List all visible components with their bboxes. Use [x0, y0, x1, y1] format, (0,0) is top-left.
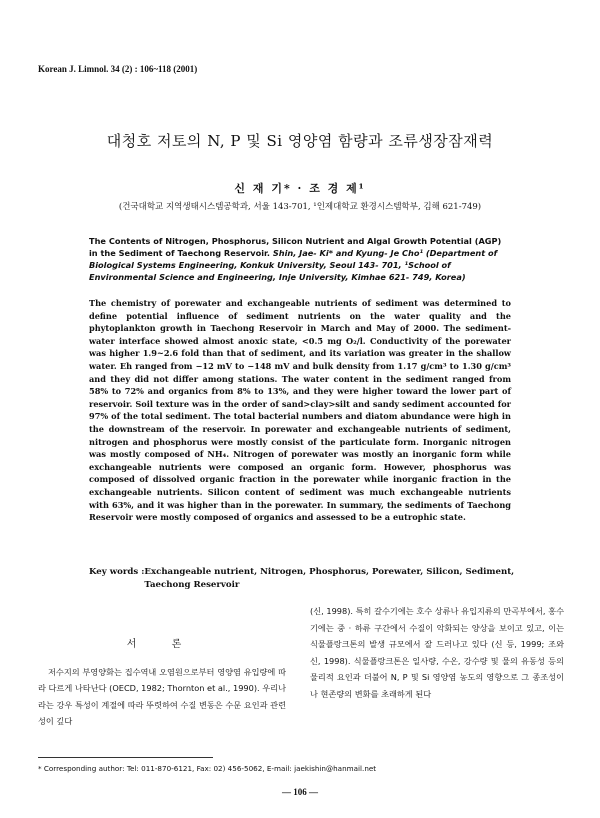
- abstract: [89, 297, 511, 524]
- keywords-label: Key words :: [89, 567, 145, 577]
- body-column-left: [38, 637, 286, 730]
- journal-citation: Korean J. Limnol. 34 (2) : 106~118 (2001): [38, 64, 198, 74]
- footnote: * Corresponding author: Tel: 011-870-6121, Fax: 02) 456-5062, E-mail: jaekishin@hanmail.net: [38, 764, 377, 773]
- page-title: 대청호 저토의 N, P 및 Si 영양염 함량과 조류생장잠재력: [106, 132, 494, 150]
- body-paragraph-right: (신, 1998). 특히 갈수기에는 호수 상류나 유입지류의 만곡부에서, 홍수기에는 중 · 하류 구간에서 수질이 악화되는 양상을 보이고 있고, 이는 식물플랑크톤의 발생 규모에서 잘 드러나고 있다 (신 등, 1999; 조와 신, 1998). 식물플랑크톤은 일사량, 수온, 강수량 및 물의 유동성 등의 물리적 요인과 더불어 N, P 및 Si 영양염 농도의 영향으로 그 종조성이나 현존량의 변화를 초래하게 된다: [310, 606, 564, 699]
- affiliation: (건국대학교 지역생태시스템공학과, 서울 143-701, ¹인제대학교 환경시스템학부, 김해 621-749): [118, 202, 482, 212]
- section-heading-introduction: 서 론: [126, 639, 198, 650]
- keywords-text: Exchangeable nutrient, Nitrogen, Phosphorus, Porewater, Silicon, Sediment, Taechong Reservoir: [144, 567, 515, 590]
- footnote-divider: [38, 757, 213, 758]
- english-authors-affiliation: Shin, Jae- Ki* and Kyung- Je Cho¹ (Department of Biological Systems Engineering, Konkuk University, Seoul 143- 701, ¹School of Environmental Science and Engineering, Inje University, Kimhae 621- 749, Korea): [89, 248, 498, 282]
- page-number: — 106 —: [282, 787, 318, 797]
- english-title: The Contents of Nitrogen, Phosphorus, Silicon Nutrient and Algal Growth Potential (AGP) in the Sediment of Taechong Reservoir.: [89, 236, 502, 258]
- authors: 신 재 기* · 조 경 제¹: [234, 182, 366, 195]
- abstract-text: The chemistry of porewater and exchangeable nutrients of sediment was determined to define potential influence of sediment nutrients on the water quality and the phytoplankton growth in Taechong Reservoir in March and May of 2000. The sediment-water interface showed almost anoxic state, <0.5 mg O₂/l. Conductivity of the porewater was higher 1.9~2.6 fold than that of sediment, and its variation was greater in the shallow water. Eh ranged from −12 mV to −148 mV and bulk density from 1.17 g/cm³ to 1.30 g/cm³ and they did not differ among stations. The water content in the sediment ranged from 58% to 72% and organics from 8% to 13%, and they were higher toward the lower part of reservoir. Soil texture was in the order of sand>clay>silt and sandy sediment accounted for 97% of the total sediment. The total bacterial numbers and diatom abundance were high in the downstream of the reservoir. In porewater and exchangeable nutrients of sediment, nitrogen and phosphorus were mostly consist of the particulate form. Inorganic nitrogen was mostly composed of NH₄. Nitrogen of porewater was mostly an inorganic form while exchangeable nutrients were composed an organic form. However, phosphorus was composed of dissolved organic fraction in the porewater while inorganic fraction in the exchangeable nutrients. Silicon content of sediment was much exchangeable nutrients with 63%, and it was higher than in the porewater. In summary, the sediments of Taechong Reservoir were mostly composed of organics and assessed to be a eutrophic state.: [89, 298, 511, 523]
- keywords: [89, 566, 519, 592]
- body-paragraph-left: 저수지의 부영양화는 집수역내 오염원으로부터 영양염 유입량에 따라 다르게 나타난다 (OECD, 1982; Thornton et al., 1990). 우리나라는 강우 특성이 계절에 따라 뚜렷하여 수질 변동은 수문 요인과 관련성이 깊다: [38, 666, 286, 726]
- body-column-right: [310, 603, 564, 702]
- english-title-block: [89, 235, 509, 283]
